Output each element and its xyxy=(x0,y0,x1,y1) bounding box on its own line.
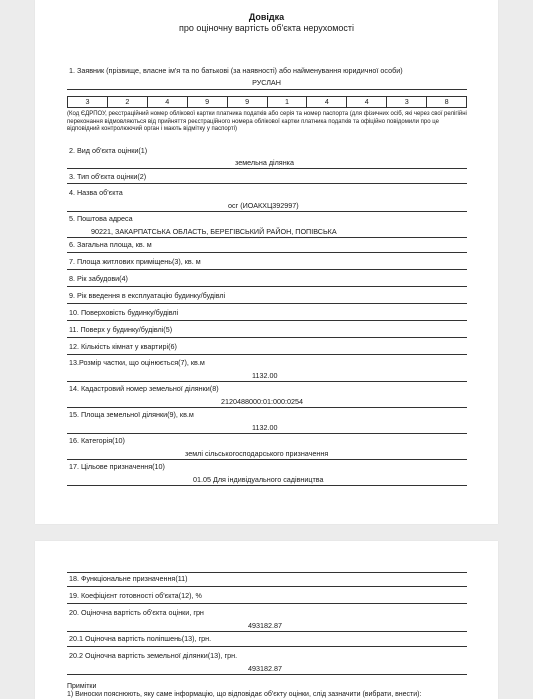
field-rule xyxy=(67,211,467,212)
code-digit: 3 xyxy=(68,97,108,107)
field-5-label: 5. Поштова адреса xyxy=(69,214,133,223)
notes-title: Примітки xyxy=(67,683,97,690)
field-10-label: 10. Поверховість будинку/будівлі xyxy=(69,308,179,317)
field-17-value: 01.05 Для індивідуального садівництва xyxy=(193,475,324,484)
field-18-label: 18. Функціональне призначення(11) xyxy=(69,574,188,583)
field-rule xyxy=(67,168,467,169)
field-16-label: 16. Категорія(10) xyxy=(69,436,125,445)
field-5-value: 90221, ЗАКАРПАТСЬКА ОБЛАСТЬ, БЕРЕГІВСЬКИЙ РАЙОН, ПОПІВСЬКА xyxy=(91,227,337,236)
field-rule xyxy=(67,237,467,238)
field-13-value: 1132.00 xyxy=(252,371,278,380)
field-20-value: 493182.87 xyxy=(248,621,282,630)
field-20-1-label: 20.1 Оціночна вартість поліпшень(13), грн. xyxy=(69,634,212,643)
notes-item-1: 1) Виноски пояснюють, яку саме інформацію, що відповідає об'єкту оцінки, слід зазначити (вибрати, внести): xyxy=(67,691,422,698)
field-rule xyxy=(67,485,467,486)
code-digit: 9 xyxy=(228,97,268,107)
field-rule xyxy=(67,381,467,382)
applicant-code-box xyxy=(67,96,467,108)
field-rule xyxy=(67,674,467,675)
field-14-label: 14. Кадастровий номер земельної ділянки(8) xyxy=(69,384,219,393)
field-rule xyxy=(67,572,467,573)
field-15-value: 1132.00 xyxy=(252,423,278,432)
field-20-2-label: 20.2 Оціночна вартість земельної ділянки(13), грн. xyxy=(69,651,238,660)
field-rule xyxy=(67,320,467,321)
field-12-label: 12. Кількість кімнат у квартирі(6) xyxy=(69,342,177,351)
field-4-value: осг (ИОАКХЦ392997) xyxy=(228,201,299,210)
field-15-label: 15. Площа земельної ділянки(9), кв.м xyxy=(69,410,194,419)
code-digit: 9 xyxy=(188,97,228,107)
field-20-2-value: 493182.87 xyxy=(248,664,282,673)
applicant-value: РУСЛАН xyxy=(252,78,281,87)
field-7-label: 7. Площа житлових приміщень(3), кв. м xyxy=(69,257,201,266)
field-2-value: земельна ділянка xyxy=(235,158,294,167)
field-14-value: 2120488000:01:000:0254 xyxy=(221,397,303,406)
code-digit: 4 xyxy=(347,97,387,107)
applicant-rule xyxy=(67,89,467,90)
field-2-label: 2. Вид об'єкта оцінки(1) xyxy=(69,146,148,155)
field-3-label: 3. Тип об'єкта оцінки(2) xyxy=(69,172,147,181)
field-13-label: 13.Розмір частки, що оцінюється(7), кв.м xyxy=(69,358,205,367)
applicant-code-note: (Код ЄДРПОУ, реєстраційний номер облікової картки платника податків або серія та номер паспорта (для фізичних осіб, які через свої релігійні переконання відмовляються від прийняття реєстраційного номера облікової картки платника податків та офіційно повідомили про це відповідний контролюючий орган і мають відмітку у паспорті) xyxy=(67,111,467,133)
field-rule xyxy=(67,631,467,632)
field-6-label: 6. Загальна площа, кв. м xyxy=(69,240,152,249)
document-page-1 xyxy=(35,0,498,524)
field-rule xyxy=(67,354,467,355)
field-rule xyxy=(67,646,467,647)
code-digit: 8 xyxy=(444,97,449,106)
field-9-label: 9. Рік введення в експлуатацію будинку/будівлі xyxy=(69,291,226,300)
field-rule xyxy=(67,269,467,270)
field-rule xyxy=(67,603,467,604)
field-17-label: 17. Цільове призначення(10) xyxy=(69,462,165,471)
code-digit: 3 xyxy=(387,97,427,107)
code-digit: 4 xyxy=(148,97,188,107)
field-8-label: 8. Рік забудови(4) xyxy=(69,274,128,283)
applicant-label: 1. Заявник (прізвище, власне ім'я та по батькові (за наявності) або найменування юридичної особи) xyxy=(69,66,403,75)
field-19-label: 19. Коефіцієнт готовності об'єкта(12), % xyxy=(69,591,202,600)
document-subtitle: про оціночну вартість об'єкта нерухомості xyxy=(178,23,355,33)
field-rule xyxy=(67,459,467,460)
field-rule xyxy=(67,433,467,434)
code-digit: 4 xyxy=(307,97,347,107)
field-11-label: 11. Поверх у будинку/будівлі(5) xyxy=(69,325,173,334)
code-digit: 2 xyxy=(108,97,148,107)
field-rule xyxy=(67,286,467,287)
field-rule xyxy=(67,337,467,338)
code-digit: 1 xyxy=(268,97,308,107)
document-page-2 xyxy=(35,541,498,699)
field-4-label: 4. Назва об'єкта xyxy=(69,188,123,197)
field-20-label: 20. Оціночна вартість об'єкта оцінки, грн xyxy=(69,608,204,617)
field-rule xyxy=(67,252,467,253)
field-rule xyxy=(67,586,467,587)
field-rule xyxy=(67,303,467,304)
field-rule xyxy=(67,183,467,184)
field-16-value: землі сільськогосподарського призначення xyxy=(185,449,329,458)
document-title: Довідка xyxy=(248,12,285,22)
field-rule xyxy=(67,407,467,408)
